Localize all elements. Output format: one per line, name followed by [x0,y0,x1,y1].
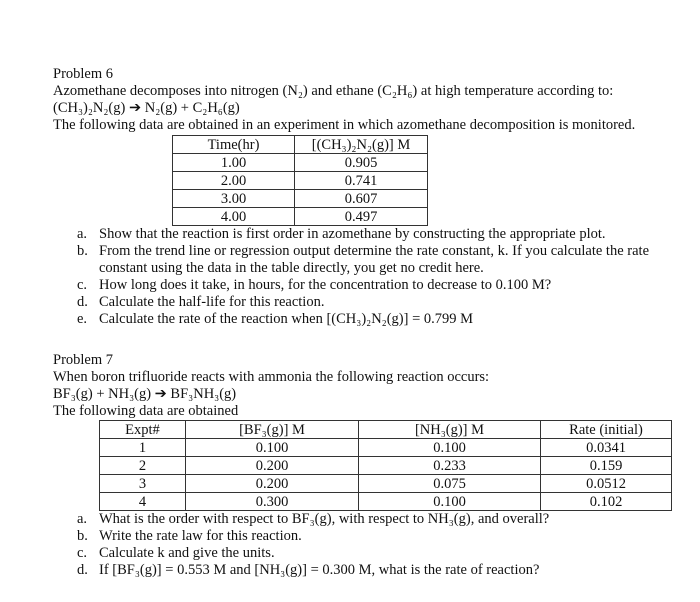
table-row [100,475,672,493]
question-text: How long does it take, in hours, for the concentration to decrease to 0.100 M? [99,277,552,293]
table-cell: 2 [100,457,186,475]
list-item [53,545,693,562]
table-header-cell: Expt# [100,421,186,439]
list-item [53,294,693,311]
table-row [173,172,428,190]
question-label: c. [77,545,88,561]
table-cell: 0.905 [295,154,428,172]
table-cell: 0.607 [295,190,428,208]
problem-7-questions [53,511,693,579]
question-text: Show that the reaction is first order in azomethane by constructing the appropriate plot. [99,226,606,242]
problem-7-data-intro: The following data are obtained [53,403,239,419]
table-cell: 4 [100,493,186,511]
question-text: If [BF₃(g)] = 0.553 M and [NH₃(g)] = 0.300 M, what is the rate of reaction? [99,562,540,578]
question-label: c. [77,277,88,293]
problem-7-table [99,420,672,511]
list-item [53,243,693,277]
document-page [53,66,693,579]
question-label: a. [77,511,88,527]
table-cell: 0.741 [295,172,428,190]
table-header-row [173,136,428,154]
table-cell: 0.200 [186,457,359,475]
question-label: d. [77,562,88,578]
list-item [53,511,693,528]
table-cell: 4.00 [173,208,295,226]
table-cell: 0.159 [541,457,672,475]
problem-7-title: Problem 7 [53,352,114,368]
table-cell: 2.00 [173,172,295,190]
table-cell: 3.00 [173,190,295,208]
list-item [53,562,693,579]
problem-6-data-intro: The following data are obtained in an experiment in which azomethane decomposition is monitored. [53,117,636,133]
table-cell: 0.497 [295,208,428,226]
table-cell: 0.075 [359,475,541,493]
problem-6-questions [53,226,693,328]
question-label: a. [77,226,88,242]
table-cell: 1.00 [173,154,295,172]
list-item [53,226,693,243]
table-header-row [100,421,672,439]
table-cell: 0.100 [359,439,541,457]
table-cell: 0.100 [359,493,541,511]
list-item [53,528,693,545]
table-header-cell: [BF₃(g)] M [186,421,359,439]
table-cell: 0.0512 [541,475,672,493]
question-text: Calculate k and give the units. [99,545,275,561]
table-cell: 0.300 [186,493,359,511]
question-label: b. [77,243,88,259]
section-spacer [53,328,693,352]
problem-6-intro: Azomethane decomposes into nitrogen (N₂) and ethane (C₂H₆) at high temperature according to: [53,83,614,99]
table-header-cell: Rate (initial) [541,421,672,439]
problem-7-intro: When boron trifluoride reacts with ammonia the following reaction occurs: [53,369,490,385]
question-text: From the trend line or regression output determine the rate constant, k. If you calculate the rate constant using the data in the table directly, you get no credit here. [99,243,650,276]
question-text: Calculate the rate of the reaction when [(CH₃)₂N₂(g)] = 0.799 M [99,311,474,327]
problem-7-equation: BF₃(g) + NH₃(g) ➔ BF₃NH₃(g) [53,386,237,402]
table-cell: 0.233 [359,457,541,475]
question-label: e. [77,311,88,327]
table-row [173,190,428,208]
question-text: Calculate the half-life for this reaction. [99,294,325,310]
table-row [173,154,428,172]
table-header-cell: [(CH₃)₂N₂(g)] M [295,136,428,154]
table-cell: 3 [100,475,186,493]
table-cell: 1 [100,439,186,457]
list-item [53,277,693,294]
question-text: What is the order with respect to BF₃(g), with respect to NH₃(g), and overall? [99,511,550,527]
table-cell: 0.0341 [541,439,672,457]
table-cell: 0.200 [186,475,359,493]
list-item [53,311,693,328]
problem-6-table [172,135,428,226]
table-row [100,439,672,457]
table-cell: 0.102 [541,493,672,511]
table-cell: 0.100 [186,439,359,457]
table-row [173,208,428,226]
problem-6-title: Problem 6 [53,66,114,82]
table-row [100,457,672,475]
question-label: d. [77,294,88,310]
question-label: b. [77,528,88,544]
question-text: Write the rate law for this reaction. [99,528,302,544]
table-header-cell: Time(hr) [173,136,295,154]
table-row [100,493,672,511]
table-header-cell: [NH₃(g)] M [359,421,541,439]
problem-6-equation: (CH₃)₂N₂(g) ➔ N₂(g) + C₂H₆(g) [53,100,240,116]
